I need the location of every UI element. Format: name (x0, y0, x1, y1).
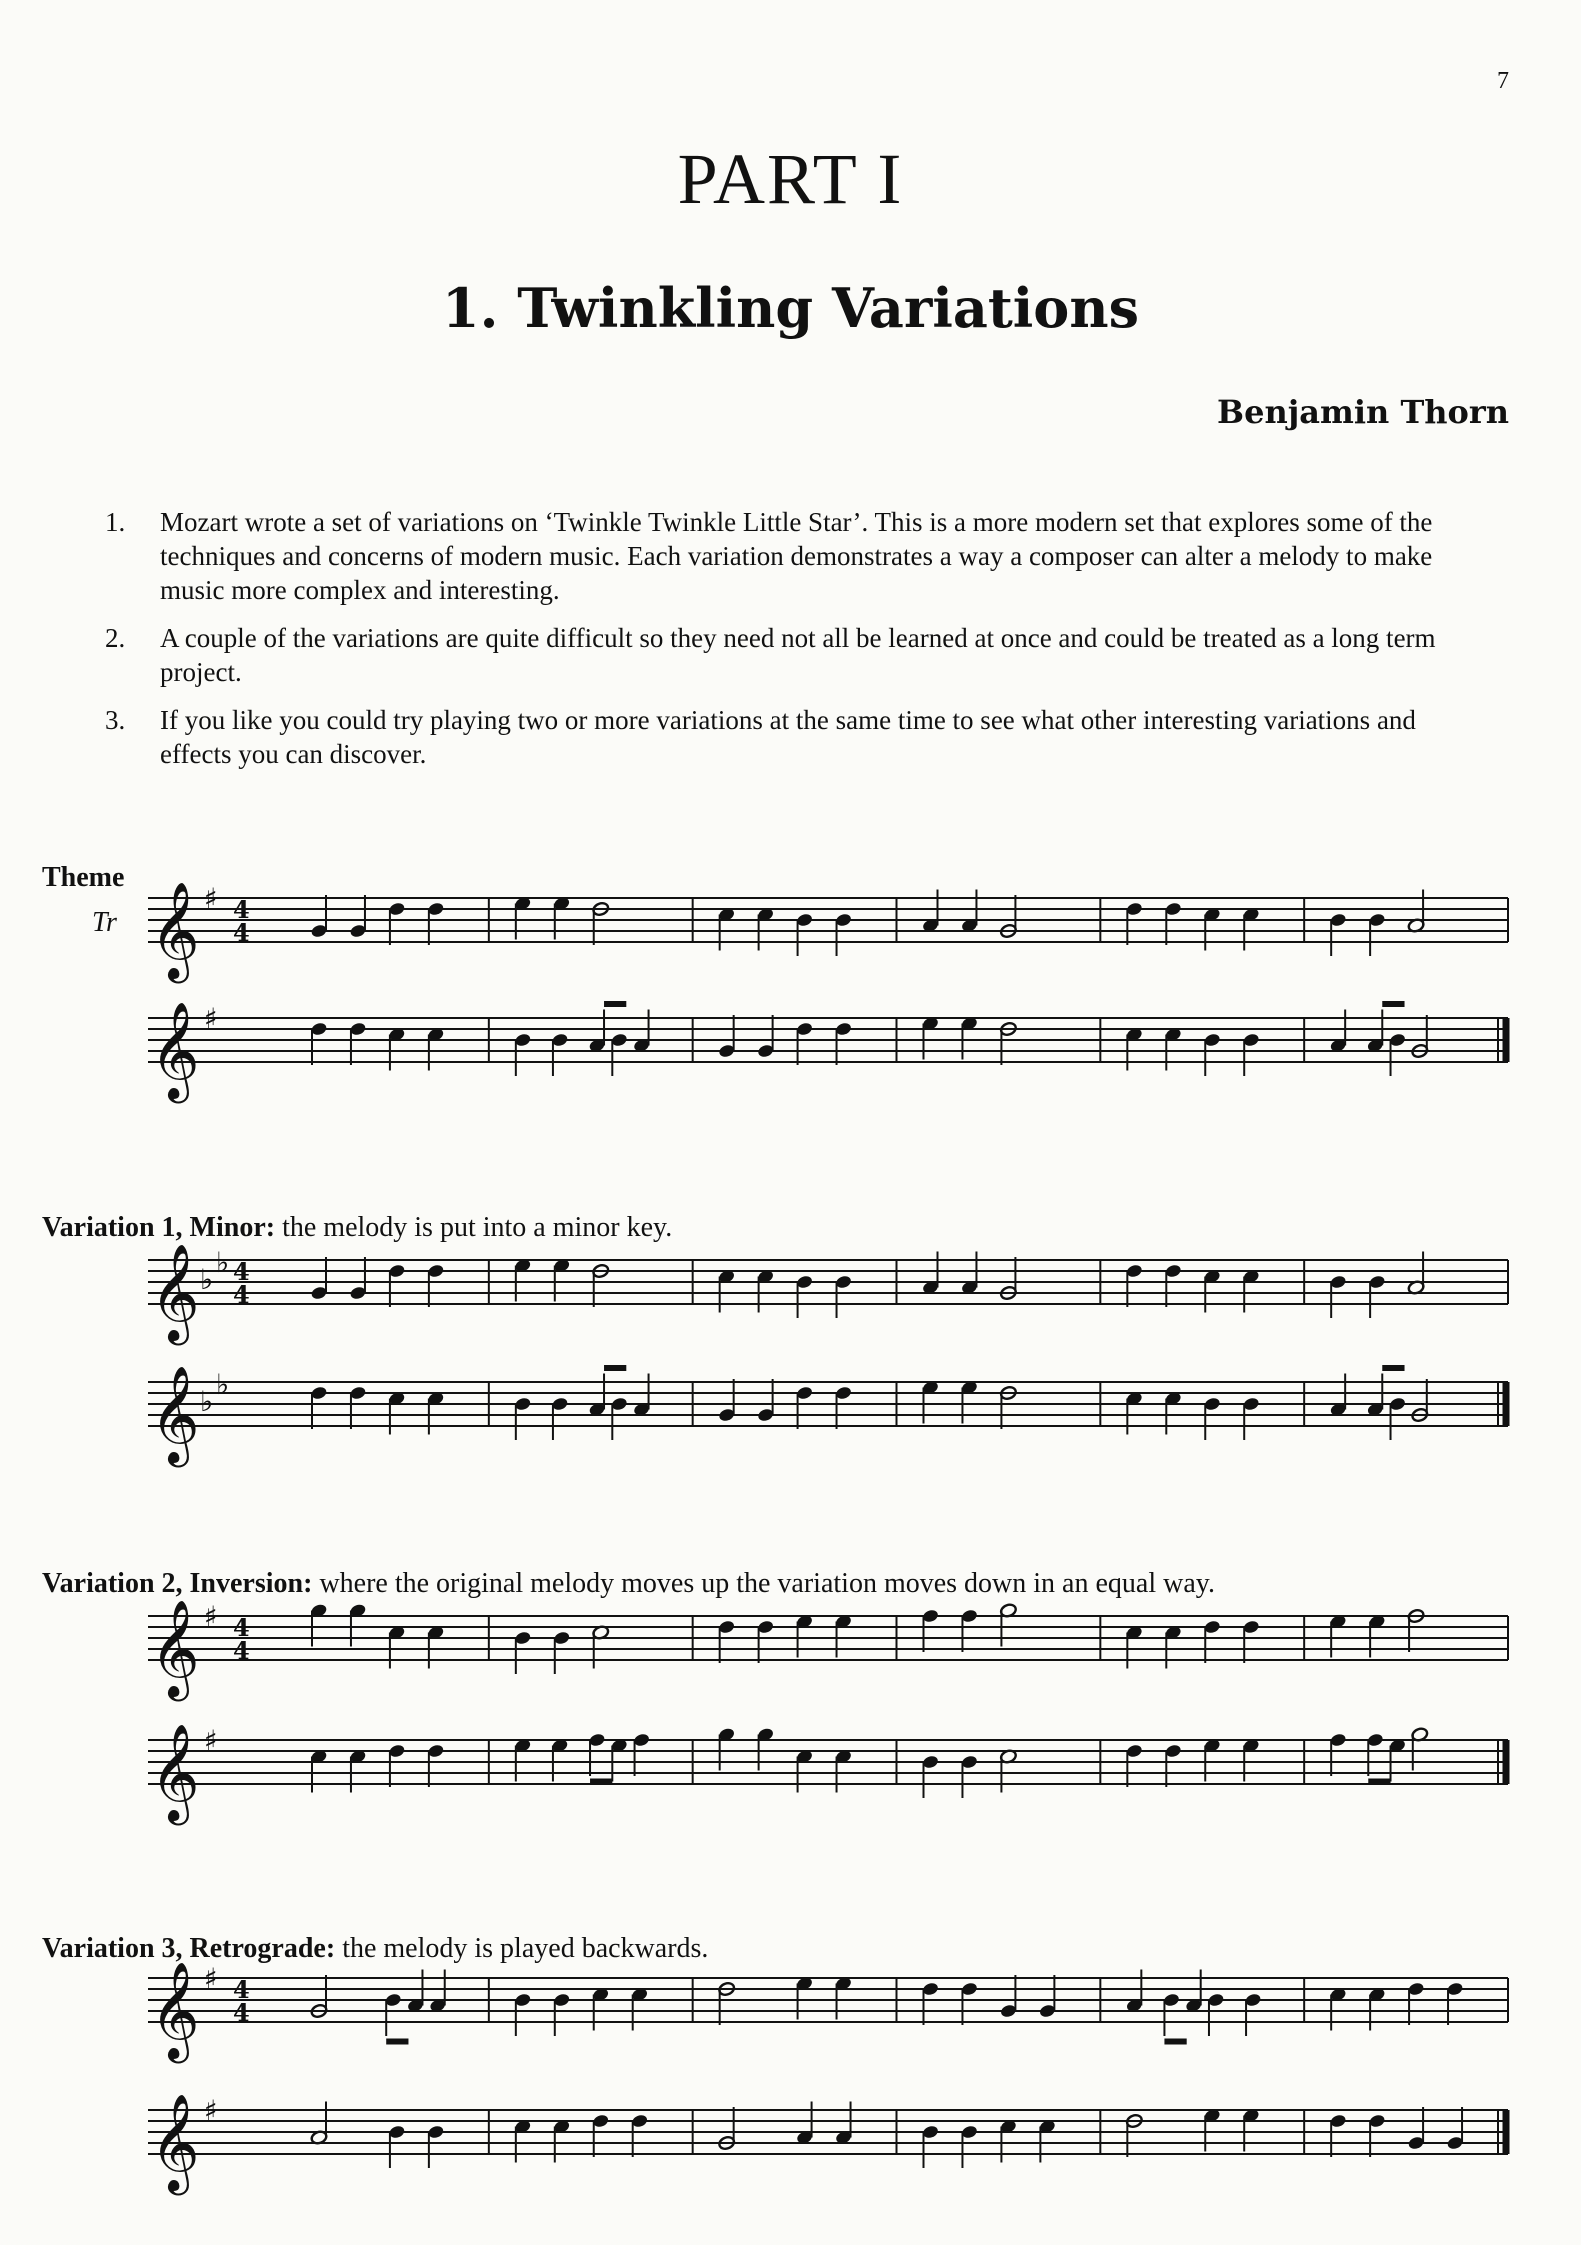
flat-icon: ♭ (216, 1246, 230, 1279)
time-signature-bottom: 4 (233, 1636, 250, 1665)
note-number: 2. (105, 623, 126, 653)
treble-clef-icon: 𝄞 (150, 1001, 200, 1099)
note-text: If you like you could try playing two or more variations at the same time to see what other interesting variations and effects you can discover. (160, 705, 1416, 769)
time-signature-bottom: 4 (233, 918, 250, 947)
section-label: Variation 3, Retrograde: (42, 1933, 336, 1964)
sharp-icon: ♯ (204, 1600, 218, 1633)
section-description: the melody is played backwards. (335, 1933, 709, 1964)
note-number: 1. (105, 507, 126, 537)
time-signature-top: 4 (233, 895, 250, 924)
sharp-icon: ♯ (204, 1724, 218, 1757)
treble-clef-icon: 𝄞 (150, 1961, 200, 2059)
treble-clef-icon: 𝄞 (150, 1723, 200, 1821)
time-signature-bottom: 4 (233, 1998, 250, 2027)
time-signature-top: 4 (233, 1975, 250, 2004)
sharp-icon: ♯ (204, 882, 218, 915)
flat-icon: ♭ (216, 1368, 230, 1401)
flat-icon: ♭ (200, 1263, 214, 1296)
time-signature-top: 4 (233, 1257, 250, 1286)
note-text: Mozart wrote a set of variations on ‘Twinkle Twinkle Little Star’. This is a more modern set that explores some of the techniques and concerns of modern music. Each variation demonstrates a way a composer can alter a melody to make music more complex and interesting. (160, 507, 1433, 605)
page-number: 7 (1497, 68, 1509, 94)
note-number: 3. (105, 705, 126, 735)
sharp-icon: ♯ (204, 1002, 218, 1035)
section-label: Theme (42, 862, 125, 893)
section-description: where the original melody moves up the variation moves down in an equal way. (312, 1568, 1215, 1599)
section-description: the melody is put into a minor key. (275, 1212, 673, 1243)
time-signature-bottom: 4 (233, 1280, 250, 1309)
part-title: PART I (677, 139, 904, 219)
section-label: Variation 2, Inversion: (42, 1568, 313, 1599)
sharp-icon: ♯ (204, 1962, 218, 1995)
treble-clef-icon: 𝄞 (150, 1599, 200, 1697)
instrument-label: Tr (92, 907, 117, 938)
treble-clef-icon: 𝄞 (150, 1243, 200, 1341)
treble-clef-icon: 𝄞 (150, 1365, 200, 1463)
flat-icon: ♭ (200, 1385, 214, 1418)
sharp-icon: ♯ (204, 2094, 218, 2127)
treble-clef-icon: 𝄞 (150, 881, 200, 979)
composer-name: Benjamin Thorn (1217, 393, 1509, 431)
section-label: Variation 1, Minor: (42, 1212, 276, 1243)
piece-title: 1. Twinkling Variations (442, 276, 1139, 340)
time-signature-top: 4 (233, 1613, 250, 1642)
treble-clef-icon: 𝄞 (150, 2093, 200, 2191)
note-text: A couple of the variations are quite difficult so they need not all be learned at once and could be treated as a long term project. (160, 623, 1436, 687)
